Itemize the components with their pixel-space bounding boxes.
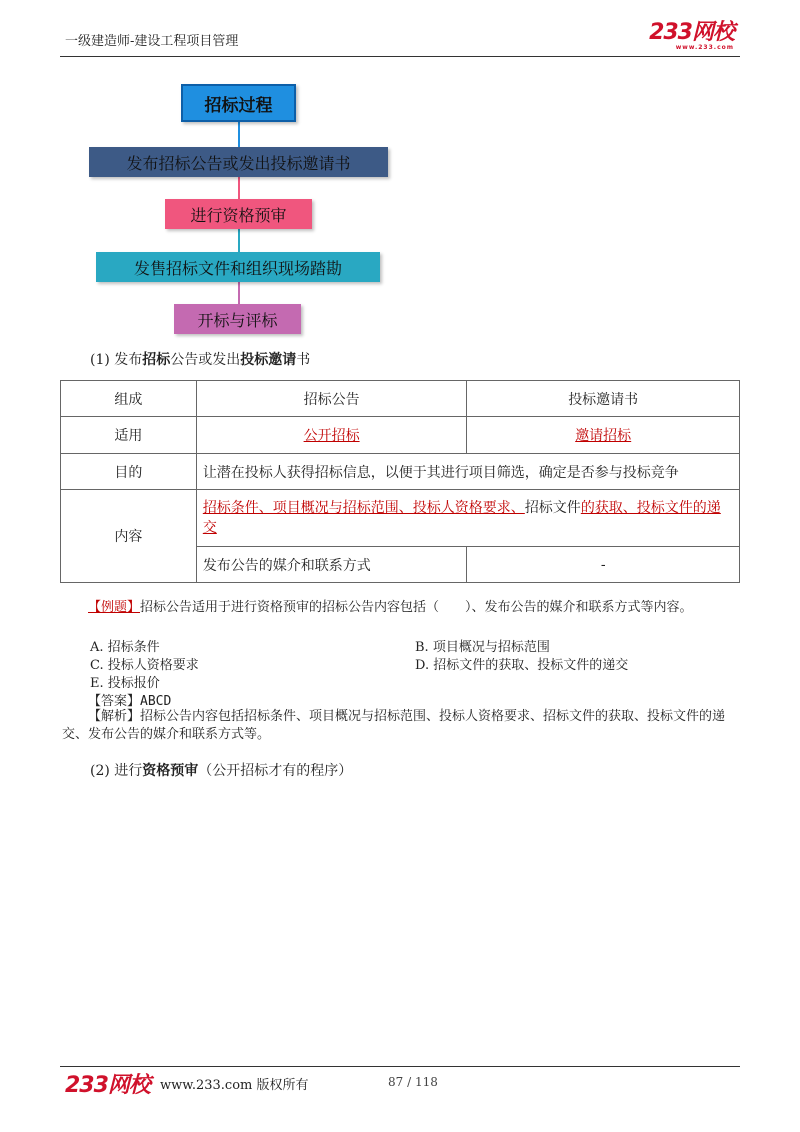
table-header-cell: 组成 [61,381,197,417]
highlight-text: 邀请招标 [575,428,632,444]
answer-line [88,690,171,709]
flow-step-publish [89,147,388,177]
answer-value: ABCD [140,694,172,709]
cell-text: 招标文件 [524,500,581,516]
flow-title-text: 招标过程 [204,95,273,116]
flow-step-text: 开标与评标 [197,310,278,330]
section-text: 公告或发出 [170,352,241,368]
answer-label: 【答案】 [88,694,141,709]
table-cell [196,490,739,547]
analysis [62,708,742,744]
question-stem: 招标公告适用于进行资格预审的招标公告内容包括（ ）、发布公告的媒介和联系方式等内容。 [140,600,693,615]
flow-step-open-evaluate [174,304,301,334]
highlight-text: 招标条件、项目概况与招标范围、投标人资格要求、 [202,500,525,516]
option-a: A. 招标条件 [90,640,160,655]
section-bold: 投标邀请 [240,352,297,368]
flow-step-text: 进行资格预审 [190,205,287,225]
table-row [61,490,740,547]
section-note: （公开招标才有的程序） [198,763,353,779]
highlight-text: 公开招标 [303,428,360,444]
flow-step-prequalify [165,199,312,229]
section-number: (2) [90,763,110,779]
brand-logo-url: www.233.com [675,44,734,51]
flow-connector [238,282,240,304]
section-bold: 资格预审 [142,763,199,779]
flow-connector [238,229,240,252]
flow-step-text: 发布招标公告或发出投标邀请书 [126,153,351,173]
table-header-cell: 招标公告 [196,381,467,417]
comparison-table [60,380,740,583]
flow-connector [238,177,240,199]
flow-title-box [181,84,296,122]
table-header-row [61,381,740,417]
table-row [61,417,740,454]
section-number: (1) [90,352,110,368]
table-cell [467,417,740,454]
page-number: 87 / 118 [388,1075,438,1089]
brand-logo-text: 233网校 [649,20,734,45]
footer-copyright: www.233.com 版权所有 [160,1078,309,1093]
analysis-label: 【解析】 [88,709,141,724]
header-divider [60,56,740,57]
table-header-cell: 投标邀请书 [467,381,740,417]
example-question [62,599,742,617]
section-heading-2 [90,760,352,780]
example-label: 【例题】 [88,600,141,615]
section-text: 发布 [114,352,143,368]
option-e: E. 投标报价 [90,676,160,691]
footer-logo[interactable]: 233网校 [65,1073,150,1098]
table-cell: 让潜在投标人获得招标信息，以便于其进行项目筛选，确定是否参与投标竞争 [196,454,739,490]
table-row [61,454,740,490]
option-c: C. 投标人资格要求 [90,658,199,673]
flow-connector [238,122,240,147]
brand-logo[interactable] [649,22,734,51]
highlight-text: 的获取、投标文件的递交 [202,500,721,536]
option-d: D. 招标文件的获取、投标文件的递交 [415,658,629,673]
flow-step-text: 发售招标文件和组织现场踏勘 [133,258,342,278]
section-bold: 招标 [142,352,171,368]
row-label: 目的 [61,454,197,490]
option-b: B. 项目概况与招标范围 [415,640,550,655]
header-title: 一级建造师-建设工程项目管理 [65,34,239,49]
analysis-text: 招标公告内容包括招标条件、项目概况与招标范围、投标人资格要求、招标文件的获取、投标文件的递交、发布公告的媒介和联系方式等。 [62,709,726,742]
table-cell: - [467,547,740,583]
table-cell: 发布公告的媒介和联系方式 [196,547,467,583]
row-label: 内容 [61,490,197,583]
section-text: 进行 [114,763,143,779]
flow-step-sell-docs [96,252,380,282]
table-cell [196,417,467,454]
footer-divider [60,1066,740,1067]
section-text: 书 [296,352,311,368]
row-label: 适用 [61,417,197,454]
section-heading-1 [90,349,310,369]
